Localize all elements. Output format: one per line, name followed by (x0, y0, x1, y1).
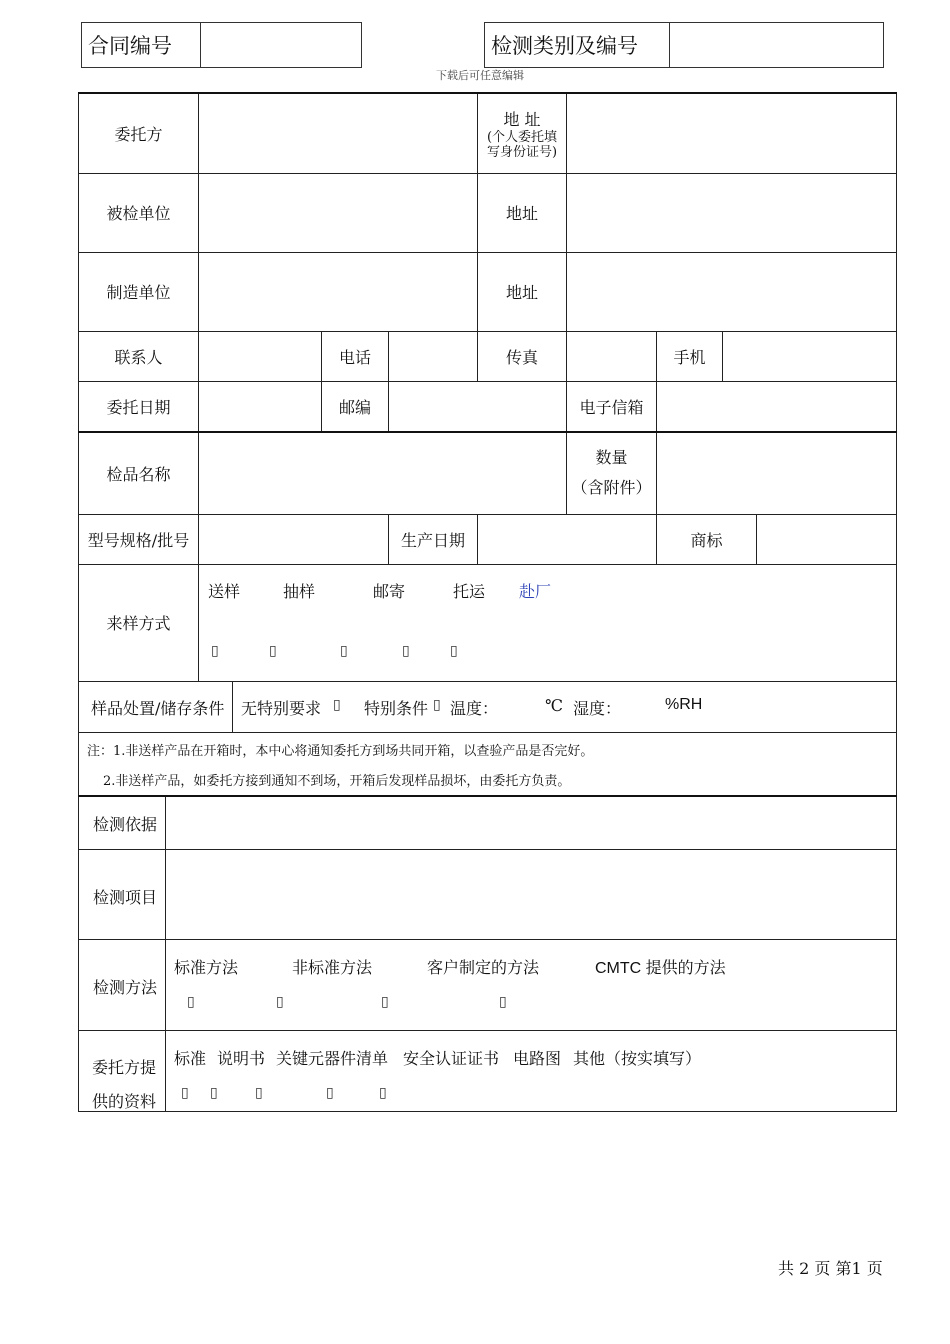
manufacturer-address-label: 地址 (478, 252, 567, 331)
phone-field[interactable] (389, 331, 478, 381)
inspected-unit-label: 被检单位 (79, 173, 199, 252)
materials-divider (165, 1031, 166, 1111)
humidity-label: 湿度： (573, 698, 622, 718)
material-standard: 标准 (174, 1048, 207, 1068)
client-address-title: 地 址 (503, 109, 541, 129)
material-components-checkbox[interactable]: ▯ (255, 1084, 263, 1101)
quantity-field[interactable] (657, 432, 897, 514)
storage-label: 样品处置/储存条件 (91, 698, 225, 718)
material-components: 关键元器件清单 (276, 1048, 389, 1068)
postcode-label: 邮编 (322, 381, 389, 432)
materials-row (79, 1030, 897, 1111)
rh-unit: %RH (665, 695, 703, 713)
phone-label: 电话 (322, 331, 389, 381)
material-other: 其他（按实填写） (573, 1048, 702, 1068)
note-line-1: 注：1.非送样产品在开箱时，本中心将通知委托方到场共同开箱，以查验产品是否完好。 (87, 743, 594, 759)
fax-label: 传真 (478, 331, 567, 381)
special-label: 特别条件 (364, 698, 429, 718)
sample-method-label: 来样方式 (79, 564, 199, 681)
note-line-2: 2.非送样产品，如委托方接到通知不到场，开箱后发现样品损坏，由委托方负责。 (103, 773, 571, 789)
option-consign: 托运 (453, 581, 486, 601)
option-factory-visit: 赴厂 (519, 581, 552, 601)
no-special-label: 无特别要求 (241, 698, 322, 718)
quantity-title: 数量 (595, 448, 628, 468)
storage-row (79, 681, 897, 732)
model-batch-label: 型号规格/批号 (79, 514, 199, 564)
inspected-address-label: 地址 (478, 173, 567, 252)
method-client-defined: 客户制定的方法 (427, 957, 540, 977)
brand-label: 商标 (657, 514, 757, 564)
commission-date-label: 委托日期 (79, 381, 199, 432)
method-standard: 标准方法 (174, 957, 239, 977)
special-checkbox[interactable]: ▯ (433, 696, 441, 713)
method-cmtc-text: CMTC 提供的方法 (595, 959, 726, 977)
client-address-label (478, 93, 567, 173)
mobile-field[interactable] (723, 331, 897, 381)
production-date-label: 生产日期 (389, 514, 478, 564)
consign-checkbox[interactable]: ▯ (402, 642, 410, 659)
items-label: 检测项目 (93, 887, 158, 907)
items-field[interactable] (166, 850, 896, 939)
category-number-box (484, 22, 884, 68)
material-circuit-checkbox[interactable]: ▯ (379, 1084, 387, 1101)
commission-date-field[interactable] (199, 381, 322, 432)
inspected-unit-field[interactable] (199, 173, 478, 252)
client-address-note: (个人委托填写身份证号) (486, 129, 558, 160)
material-manual-checkbox[interactable]: ▯ (210, 1084, 218, 1101)
storage-divider (232, 682, 233, 732)
contract-number-box (81, 22, 362, 68)
method-label: 检测方法 (93, 977, 158, 997)
brand-field[interactable] (757, 514, 897, 564)
method-nonstandard: 非标准方法 (292, 957, 373, 977)
no-special-checkbox[interactable]: ▯ (333, 696, 341, 713)
inspected-address-field[interactable] (567, 173, 897, 252)
manufacturer-label: 制造单位 (79, 252, 199, 331)
basis-field[interactable] (166, 797, 896, 849)
quantity-note: （含附件） (571, 478, 652, 498)
mobile-label: 手机 (657, 331, 723, 381)
client-field[interactable] (199, 93, 478, 173)
sampling-checkbox[interactable]: ▯ (269, 642, 277, 659)
option-sampling: 抽样 (283, 581, 316, 601)
temperature-label: 温度： (450, 698, 499, 718)
category-number-label: 检测类别及编号 (485, 23, 670, 67)
mail-checkbox[interactable]: ▯ (340, 642, 348, 659)
method-cmtc-checkbox[interactable]: ▯ (499, 993, 507, 1010)
commission-form (78, 92, 897, 1112)
manufacturer-field[interactable] (199, 252, 478, 331)
option-mail: 邮寄 (373, 581, 406, 601)
email-field[interactable] (657, 381, 897, 432)
method-nonstandard-checkbox[interactable]: ▯ (276, 993, 284, 1010)
deliver-checkbox[interactable]: ▯ (211, 642, 219, 659)
download-note: 下载后可任意编辑 (436, 69, 524, 82)
sample-method-cell (199, 564, 897, 681)
material-certificate-checkbox[interactable]: ▯ (326, 1084, 334, 1101)
category-number-field[interactable] (670, 23, 883, 67)
basis-label: 检测依据 (93, 814, 158, 834)
contract-number-label: 合同编号 (82, 23, 201, 67)
manufacturer-address-field[interactable] (567, 252, 897, 331)
client-address-field[interactable] (567, 93, 897, 173)
items-row (79, 849, 897, 939)
model-batch-field[interactable] (199, 514, 389, 564)
material-certificate: 安全认证证书 (403, 1048, 500, 1068)
postcode-field[interactable] (389, 381, 567, 432)
method-cmtc (595, 955, 726, 978)
contact-field[interactable] (199, 331, 322, 381)
material-standard-checkbox[interactable]: ▯ (181, 1084, 189, 1101)
basis-row (79, 796, 897, 850)
method-client-checkbox[interactable]: ▯ (381, 993, 389, 1010)
production-date-field[interactable] (478, 514, 657, 564)
factory-visit-checkbox[interactable]: ▯ (450, 642, 458, 659)
method-standard-checkbox[interactable]: ▯ (187, 993, 195, 1010)
materials-label: 委托方提供的资料 (92, 1057, 157, 1111)
contract-number-field[interactable] (201, 23, 361, 67)
notes-cell (79, 732, 897, 796)
method-row (79, 939, 897, 1030)
material-circuit: 电路图 (513, 1048, 562, 1068)
product-name-field[interactable] (199, 432, 567, 514)
celsius-unit: ℃ (545, 695, 563, 715)
client-label: 委托方 (79, 93, 199, 173)
email-label: 电子信箱 (567, 381, 657, 432)
product-name-label: 检品名称 (79, 432, 199, 514)
method-divider (165, 940, 166, 1030)
option-deliver: 送样 (208, 581, 241, 601)
material-manual: 说明书 (217, 1048, 266, 1068)
quantity-label (567, 432, 657, 514)
fax-field[interactable] (567, 331, 657, 381)
contact-label: 联系人 (79, 331, 199, 381)
page-info: 共 2 页 第1 页 (778, 1259, 883, 1278)
